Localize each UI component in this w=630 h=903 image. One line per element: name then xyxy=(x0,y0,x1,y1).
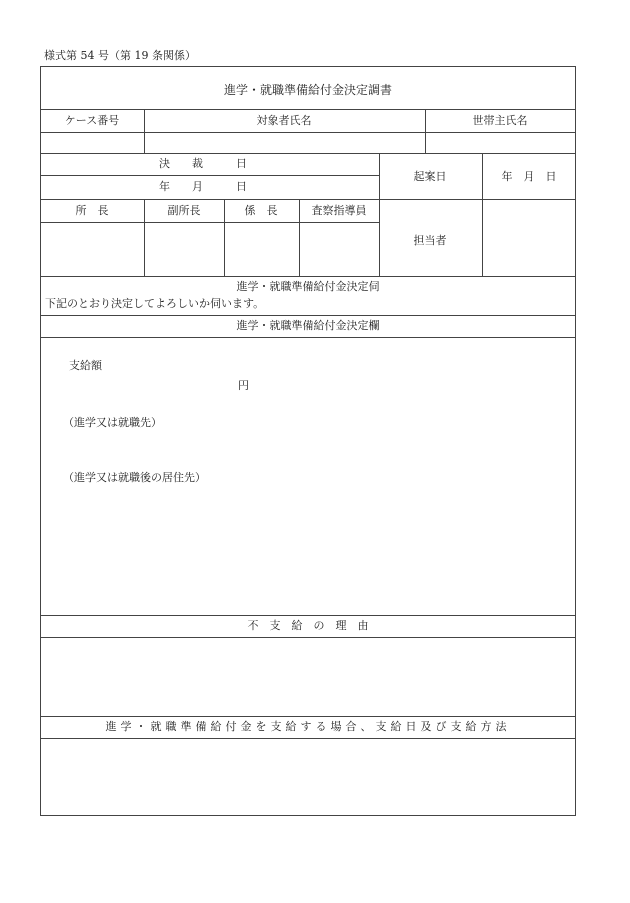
draft-date-value: 年 月 日 xyxy=(501,170,557,183)
rule-line xyxy=(425,109,426,153)
form-frame xyxy=(40,66,576,816)
section-chief-label: 係 長 xyxy=(244,204,278,217)
inquiry-heading: 進学・就職準備給付金決定伺 xyxy=(236,280,380,293)
rule-line xyxy=(41,276,575,277)
rule-line xyxy=(299,199,300,276)
deputy-director-label: 副所長 xyxy=(167,204,201,217)
inquiry-text: 下記のとおり決定してよろしいか伺います。 xyxy=(45,297,265,310)
document-title: 進学・就職準備給付金決定調書 xyxy=(223,83,393,97)
form-number: 様式第 54 号（第 19 条関係） xyxy=(44,49,196,62)
non-payment-reason-heading: 不 支 給 の 理 由 xyxy=(247,619,369,632)
yen-unit: 円 xyxy=(238,379,249,392)
audit-supervisor-label: 査察指導員 xyxy=(311,204,367,217)
payment-method-heading: 進学・就職準備給付金を支給する場合、支給日及び支給方法 xyxy=(105,720,511,733)
rule-line xyxy=(224,199,225,276)
rule-line xyxy=(41,637,575,638)
amount-label: 支給額 xyxy=(69,359,102,372)
rule-line xyxy=(41,738,575,739)
rule-line xyxy=(41,337,575,338)
case-number-label: ケース番号 xyxy=(64,114,120,127)
rule-line xyxy=(41,716,575,717)
destination-label: （進学又は就職先） xyxy=(63,416,162,429)
rule-line xyxy=(482,153,483,276)
rule-line xyxy=(41,315,575,316)
decision-date-format: 年 月 日 xyxy=(159,180,247,193)
rule-line xyxy=(41,615,575,616)
residence-label: （進学又は就職後の居住先） xyxy=(63,471,206,484)
rule-line xyxy=(41,109,575,110)
rule-line xyxy=(41,199,575,200)
rule-line xyxy=(41,132,575,133)
decision-date-label: 決 裁 日 xyxy=(159,157,247,170)
decision-heading: 進学・就職準備給付金決定欄 xyxy=(236,319,380,332)
rule-line xyxy=(41,153,575,154)
rule-line xyxy=(144,109,145,153)
subject-name-label: 対象者氏名 xyxy=(256,114,312,127)
draft-date-label: 起案日 xyxy=(413,170,447,183)
householder-name-label: 世帯主氏名 xyxy=(472,114,528,127)
rule-line xyxy=(144,199,145,276)
rule-line xyxy=(41,222,379,223)
director-label: 所 長 xyxy=(75,204,109,217)
rule-line xyxy=(41,175,379,176)
rule-line xyxy=(379,153,380,276)
staff-label: 担当者 xyxy=(413,234,447,247)
